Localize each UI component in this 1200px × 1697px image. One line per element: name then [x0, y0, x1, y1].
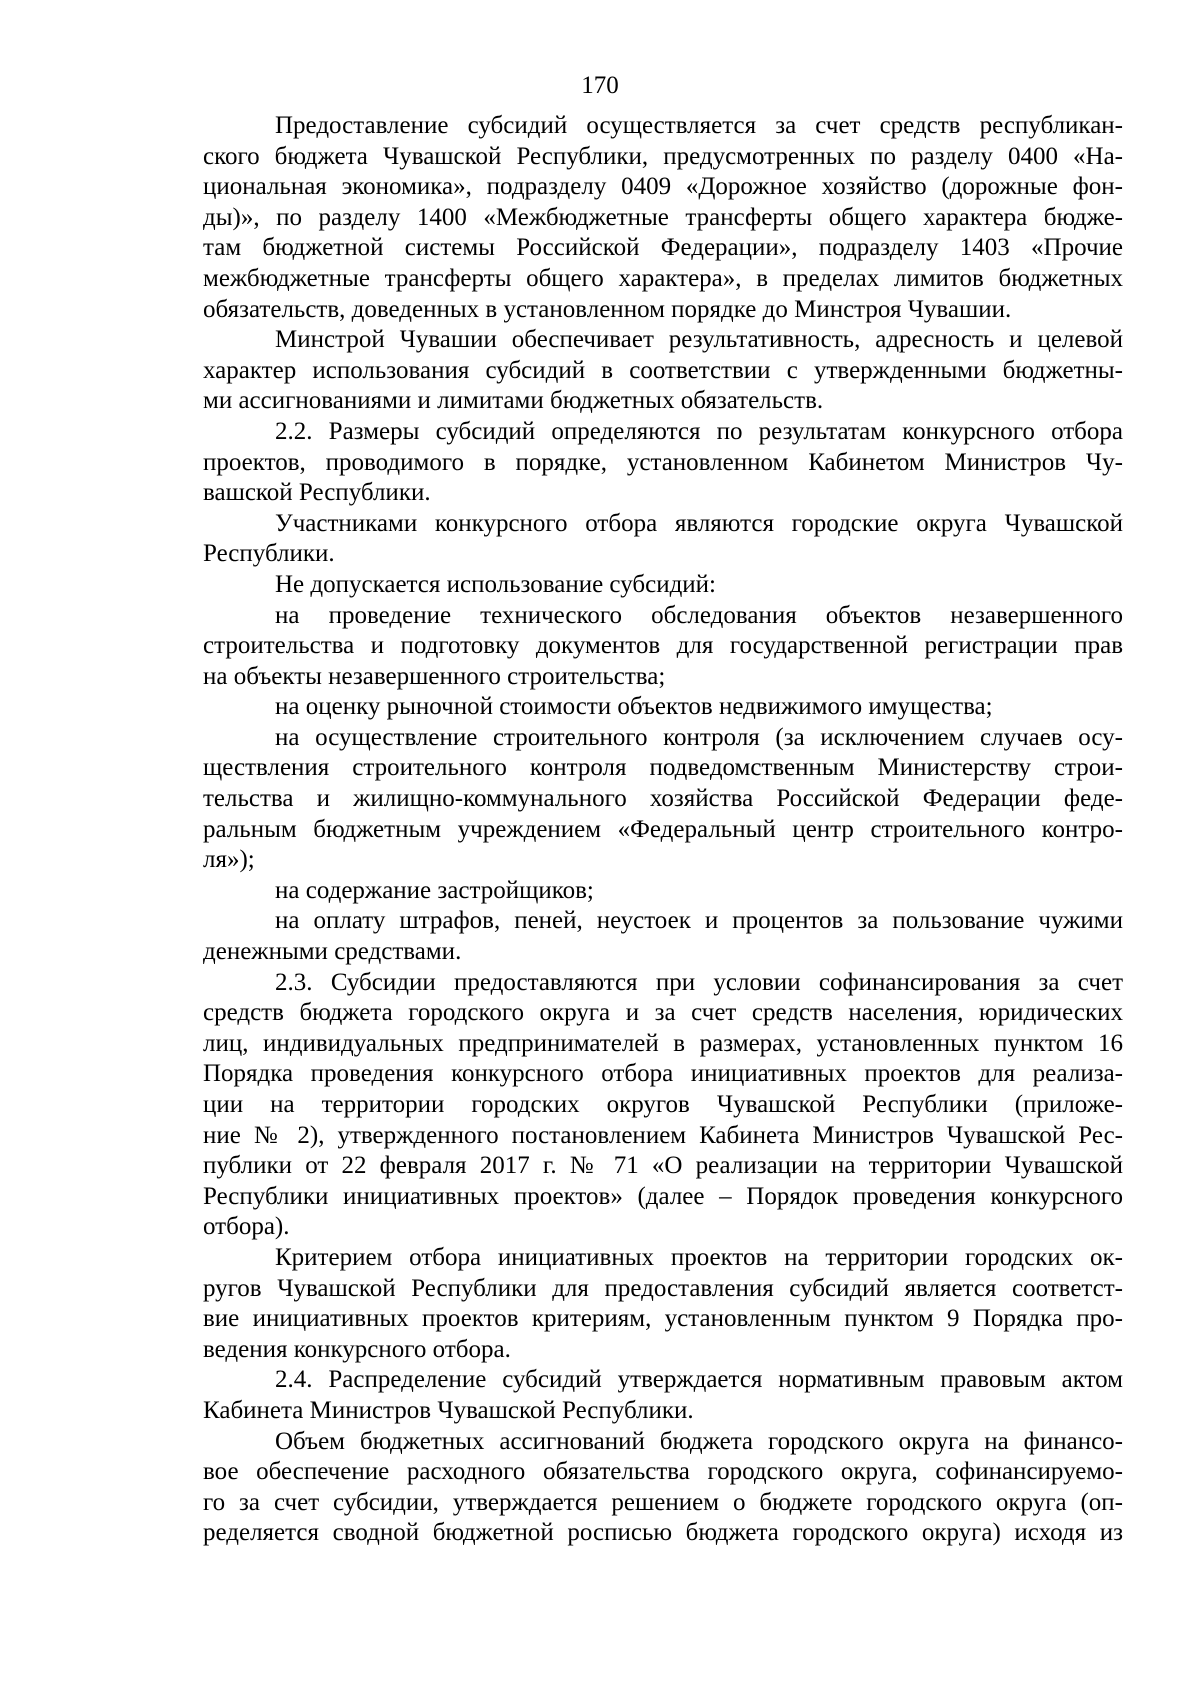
text-line: на осуществление строительного контроля (за исключением случаев осу- [275, 723, 1123, 751]
paragraph [203, 1243, 1123, 1365]
text-line: ральным бюджетным учреждением «Федеральный центр строительного контро- [203, 815, 1123, 843]
text-line: денежными средствами. [203, 938, 462, 966]
text-line: ределяется сводной бюджетной росписью бюджета городского округа) исходя из [203, 1519, 1123, 1547]
text-line: Не допускается использование субсидий: [275, 570, 716, 598]
paragraph [203, 570, 1123, 601]
text-line: ми ассигнованиями и лимитами бюджетных обязательств. [203, 387, 824, 415]
text-line: на проведение технического обследования объектов незавершенного [275, 601, 1123, 629]
text-line: на содержание застройщиков; [275, 876, 594, 904]
paragraph [203, 906, 1123, 967]
page-number: 170 [581, 72, 619, 99]
text-line: межбюджетные трансферты общего характера», в пределах лимитов бюджетных [203, 264, 1123, 292]
paragraph [203, 601, 1123, 693]
text-line: ции на территории городских округов Чувашской Республики (приложе- [203, 1091, 1123, 1118]
paragraph [203, 723, 1123, 876]
text-line: ского бюджета Чувашской Республики, предусмотренных по разделу 0400 «На- [203, 142, 1123, 170]
text-line: ние № 2), утвержденного постановлением Кабинета Министров Чувашской Рес- [203, 1121, 1123, 1149]
text-line: ругов Чувашской Республики для предоставления субсидий является соответст- [203, 1274, 1123, 1302]
text-line: вашской Республики. [203, 479, 431, 507]
text-line: строительства и подготовку документов для государственной регистрации прав [203, 632, 1123, 660]
paragraph [203, 325, 1123, 417]
text-line: ля»); [203, 846, 255, 874]
text-line: на оплату штрафов, пеней, неустоек и процентов за пользование чужими [275, 907, 1123, 935]
text-line: тельства и жилищно-коммунального хозяйства Российской Федерации феде- [203, 785, 1123, 813]
text-line: циональная экономика», подразделу 0409 «Дорожное хозяйство (дорожные фон- [203, 173, 1123, 201]
paragraph [203, 692, 1123, 723]
paragraph [203, 509, 1123, 570]
text-line: ществления строительного контроля подведомственным Министерству строи- [203, 754, 1123, 782]
text-line: Республики инициативных проектов» (далее – Порядок проведения конкурсного [203, 1182, 1123, 1210]
text-line: 2.4. Распределение субсидий утверждается нормативным правовым актом [275, 1366, 1123, 1394]
text-line: отбора). [203, 1213, 290, 1241]
paragraph [203, 417, 1123, 509]
text-line: Порядка проведения конкурсного отбора инициативных проектов для реализа- [203, 1060, 1123, 1088]
text-line: ведения конкурсного отбора. [203, 1335, 511, 1363]
text-line: на объекты незавершенного строительства; [203, 662, 666, 690]
paragraph [203, 1365, 1123, 1426]
text-line: Кабинета Министров Чувашской Республики. [203, 1396, 694, 1424]
text-line: Минстрой Чувашии обеспечивает результативность, адресность и целевой [275, 326, 1123, 354]
text-line: там бюджетной системы Российской Федерации», подразделу 1403 «Прочие [203, 234, 1123, 262]
paragraph [203, 968, 1123, 1243]
text-line: го за счет субсидии, утверждается решением о бюджете городского округа (оп- [203, 1488, 1123, 1516]
text-line: 2.2. Размеры субсидий определяются по результатам конкурсного отбора [275, 417, 1123, 445]
text-line: вие инициативных проектов критериям, установленным пунктом 9 Порядка про- [203, 1305, 1123, 1333]
text-line: обязательств, доведенных в установленном порядке до Минстроя Чувашии. [203, 295, 1012, 323]
text-line: лиц, индивидуальных предпринимателей в размерах, установленных пунктом 16 [203, 1029, 1123, 1057]
text-line: характер использования субсидий в соответствии с утвержденными бюджетны- [203, 356, 1123, 384]
text-line: Участниками конкурсного отбора являются городские округа Чувашской [275, 509, 1123, 537]
text-line: проектов, проводимого в порядке, установленном Кабинетом Министров Чу- [203, 448, 1123, 476]
paragraph [203, 111, 1123, 325]
paragraph [203, 1427, 1123, 1549]
text-line: Критерием отбора инициативных проектов на территории городских ок- [275, 1243, 1123, 1271]
text-line: вое обеспечение расходного обязательства городского округа, софинансируемо- [203, 1458, 1123, 1486]
text-line: Республики. [203, 540, 335, 568]
text-line: Предоставление субсидий осуществляется за счет средств республикан- [275, 112, 1123, 139]
text-line: публики от 22 февраля 2017 г. № 71 «О реализации на территории Чувашской [203, 1152, 1123, 1180]
text-line: средств бюджета городского округа и за счет средств населения, юридических [203, 999, 1123, 1027]
text-line: на оценку рыночной стоимости объектов недвижимого имущества; [275, 693, 993, 721]
document-body [203, 111, 1123, 1549]
text-line: Объем бюджетных ассигнований бюджета городского округа на финансо- [275, 1427, 1123, 1455]
text-line: ды)», по разделу 1400 «Межбюджетные трансферты общего характера бюдже- [203, 203, 1123, 231]
paragraph [203, 876, 1123, 907]
text-line: 2.3. Субсидии предоставляются при условии софинансирования за счет [275, 968, 1123, 996]
